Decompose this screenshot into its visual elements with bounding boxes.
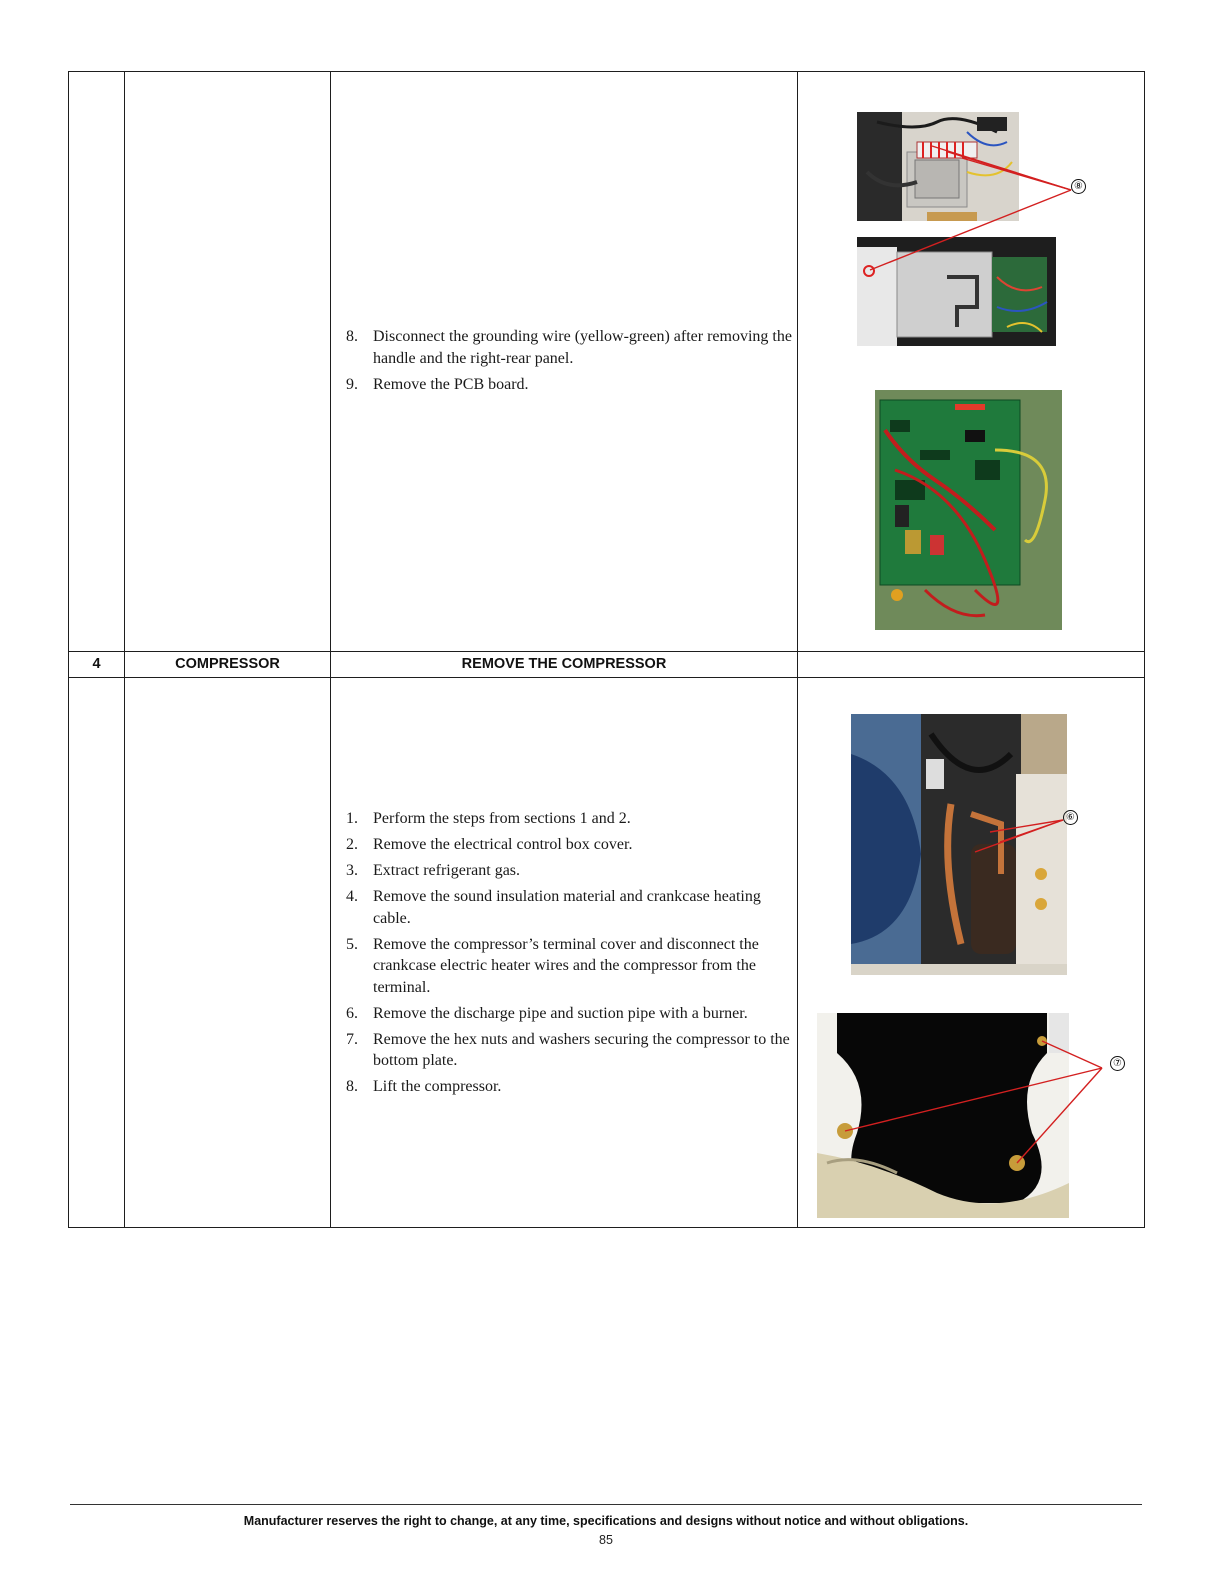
page-number: 85: [599, 1533, 613, 1547]
column-divider-1: [124, 71, 125, 1228]
compressor-removal-steps: [346, 808, 796, 1102]
list-item: 3. Extract refrigerant gas.: [346, 862, 521, 879]
photo-control-box-wiring: [857, 112, 1019, 221]
section-a-steps: [346, 326, 796, 400]
table-border-right: [1144, 71, 1145, 1228]
callout-marker-7: ⑦: [1110, 1056, 1125, 1071]
table-border-left: [68, 71, 69, 1228]
component-name: COMPRESSOR: [175, 656, 280, 672]
list-item: 6. Remove the discharge pipe and suction pipe with a burner.: [346, 1004, 748, 1022]
photo-right-rear-panel-removed: [857, 237, 1056, 346]
list-item: 1. Perform the steps from sections 1 and 2.: [346, 810, 631, 827]
list-item: 2. Remove the electrical control box cover.: [346, 836, 633, 853]
list-item: 9. Remove the PCB board.: [346, 375, 529, 393]
callout-marker-6: ⑥: [1063, 810, 1078, 825]
photo-compressor-in-unit: [851, 714, 1067, 975]
procedure-title: REMOVE THE COMPRESSOR: [461, 656, 667, 672]
list-item: 5. Remove the compressor’s terminal cover and disconnect the crankcase electric heater wires and the compressor from the terminal.: [346, 935, 759, 996]
row4-header-bottom-border: [68, 677, 1145, 678]
list-item: 8. Disconnect the grounding wire (yellow-green) after removing the handle and the right-rear panel.: [346, 328, 792, 367]
table-border-bottom: [68, 1227, 1145, 1228]
callout-marker-8: ⑧: [1071, 179, 1086, 194]
photo-pcb-board: [875, 390, 1062, 630]
list-item: 4. Remove the sound insulation material and crankcase heating cable.: [346, 888, 761, 927]
photo-compressor-base-nuts: [817, 1013, 1069, 1218]
list-item: 8. Lift the compressor.: [346, 1078, 502, 1095]
table-border-top: [68, 71, 1145, 72]
column-divider-2: [330, 71, 331, 1228]
row-number: 4: [92, 656, 101, 672]
column-divider-3: [797, 71, 798, 1228]
list-item: 7. Remove the hex nuts and washers securing the compressor to the bottom plate.: [346, 1030, 790, 1069]
footer-divider: [70, 1504, 1142, 1505]
footer-disclaimer: Manufacturer reserves the right to change, at any time, specifications and designs without notice and without obligations.: [243, 1514, 969, 1528]
